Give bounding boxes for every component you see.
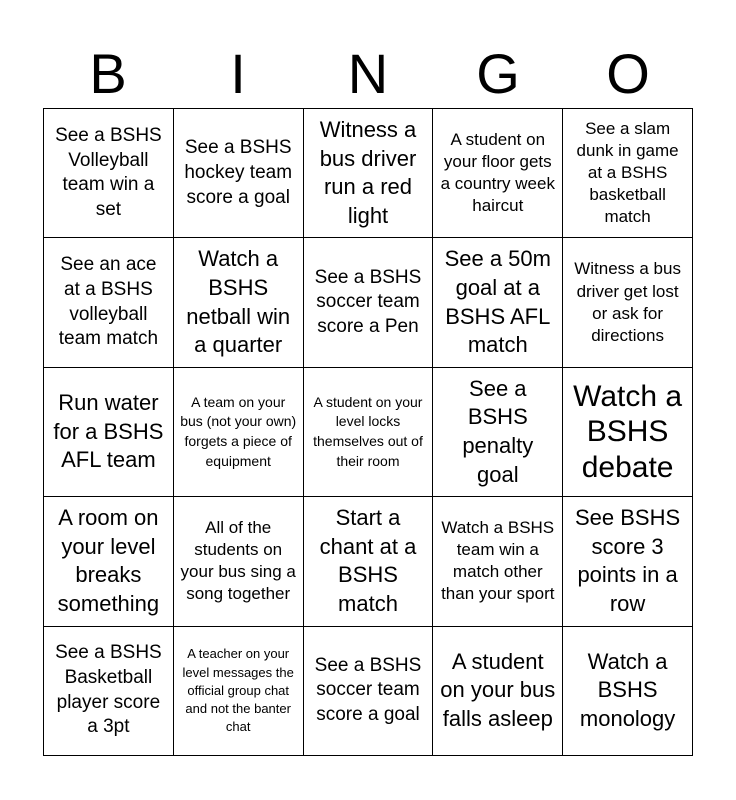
cell-text: See a BSHS penalty goal	[462, 375, 534, 487]
bingo-cell[interactable]	[563, 497, 693, 626]
bingo-cell[interactable]	[433, 368, 563, 497]
cell-text: A teacher on your level messages the official group chat and not the banter chat	[182, 646, 294, 735]
bingo-cell[interactable]	[304, 627, 434, 756]
bingo-cell[interactable]	[563, 109, 693, 238]
bingo-cell[interactable]	[44, 238, 174, 367]
header-letter-i: I	[230, 42, 246, 105]
bingo-cell[interactable]	[433, 238, 563, 367]
cell-text: See a slam dunk in game at a BSHS basketball match	[576, 118, 679, 227]
cell-text: Run water for a BSHS AFL team	[53, 390, 164, 473]
bingo-cell[interactable]	[174, 497, 304, 626]
bingo-cell[interactable]	[433, 497, 563, 626]
bingo-cell[interactable]	[174, 368, 304, 497]
bingo-grid	[43, 108, 693, 756]
header-letter-o: O	[606, 42, 650, 105]
cell-text: All of the students on your bus sing a song together	[180, 518, 296, 604]
bingo-cell[interactable]	[44, 109, 174, 238]
bingo-cell[interactable]	[304, 238, 434, 367]
cell-text: See a BSHS Volleyball team win a set	[55, 124, 162, 220]
bingo-cell[interactable]	[44, 627, 174, 756]
cell-text: A student on your bus falls asleep	[440, 648, 556, 732]
cell-text: A room on your level breaks something	[57, 505, 160, 616]
bingo-cell[interactable]	[174, 109, 304, 238]
bingo-cell[interactable]	[44, 368, 174, 497]
cell-text: See BSHS score 3 points in a row	[575, 505, 681, 616]
header-letter-b: B	[89, 42, 127, 105]
header-letter-n: N	[347, 42, 389, 105]
header-letter-g: G	[476, 42, 520, 105]
cell-text: Watch a BSHS netball win a quarter	[186, 246, 291, 358]
cell-text: Watch a BSHS monology	[579, 648, 676, 732]
bingo-cell[interactable]	[433, 627, 563, 756]
cell-text: See a BSHS Basketball player score a 3pt	[55, 642, 162, 738]
bingo-cell[interactable]	[563, 238, 693, 367]
cell-text: Watch a BSHS team win a match other than your sport	[441, 518, 555, 604]
bingo-cell[interactable]	[304, 497, 434, 626]
bingo-cell[interactable]	[433, 109, 563, 238]
bingo-cell[interactable]	[304, 368, 434, 497]
cell-text: Witness a bus driver get lost or ask for directions	[574, 259, 681, 345]
bingo-cell[interactable]	[304, 109, 434, 238]
cell-text: See a BSHS hockey team score a goal	[184, 137, 293, 208]
cell-text: A team on your bus (not your own) forgets a piece of equipment	[180, 393, 297, 469]
bingo-cell[interactable]	[174, 238, 304, 367]
bingo-cell[interactable]	[563, 368, 693, 497]
cell-text: See a 50m goal at a BSHS AFL match	[444, 246, 551, 358]
cell-text: See a BSHS soccer team score a goal	[314, 654, 422, 726]
bingo-cell[interactable]	[44, 497, 174, 626]
cell-text: A student on your level locks themselves out of their room	[313, 393, 423, 469]
bingo-cell[interactable]	[174, 627, 304, 756]
cell-text: Witness a bus driver run a red light	[319, 117, 417, 228]
cell-text: Watch a BSHS debate	[573, 379, 683, 484]
bingo-header	[43, 40, 693, 108]
cell-text: See an ace at a BSHS volleyball team match	[58, 254, 159, 350]
cell-text: See a BSHS soccer team score a Pen	[314, 266, 422, 337]
cell-text: Start a chant at a BSHS match	[319, 505, 417, 616]
bingo-cell[interactable]	[563, 627, 693, 756]
cell-text: A student on your floor gets a country week haircut	[440, 130, 555, 216]
